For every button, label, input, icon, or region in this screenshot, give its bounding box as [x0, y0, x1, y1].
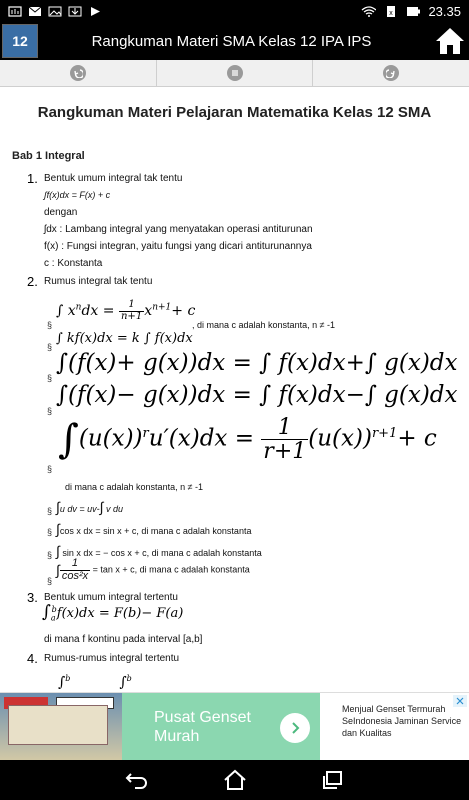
list-icon	[230, 68, 240, 78]
ad-close-button[interactable]	[453, 695, 467, 707]
ad-headline-1: Pusat Genset	[154, 709, 251, 726]
formula-sin: ∫ sin x dx = − cos x + c, di mana c adalah konstanta	[56, 543, 262, 559]
recents-icon	[321, 770, 345, 790]
download-icon	[68, 6, 82, 17]
formula-substitution: $\int(u(x))^ru'(x)dx$ = $\frac{1}{r+1}$ $(u(x))^{r+1}+ c$	[58, 415, 437, 465]
formula-cos-text: cos x dx = sin x + c, di mana c adalah konstanta	[59, 526, 252, 536]
formula-by-parts: ∫u dv = uv-∫ v du	[56, 499, 123, 515]
bullet-icon: §	[47, 464, 53, 474]
app-logo	[2, 24, 38, 58]
back-arrow-icon	[73, 68, 83, 78]
sim-icon	[384, 6, 398, 17]
app-bar	[0, 22, 469, 60]
bullet-icon: §	[47, 342, 53, 352]
prev-button[interactable]	[0, 60, 157, 86]
home-icon	[434, 26, 466, 56]
page-title: Rangkuman Materi Pelajaran Matematika Kelas 12 SMA	[37, 104, 432, 121]
ad-image[interactable]	[0, 693, 122, 761]
formula-note: , di mana c adalah konstanta, n ≠ -1	[192, 320, 336, 330]
app-logo-text: 12	[12, 32, 28, 49]
chevron-right-icon	[288, 721, 302, 735]
forward-arrow-icon	[386, 68, 396, 78]
play-store-icon	[88, 6, 102, 17]
formula-by-parts-a: u dv = uv-	[59, 504, 100, 514]
item-number: 2.	[27, 274, 38, 289]
text-line: c : Konstanta	[44, 258, 103, 269]
item-heading: Rumus-rumus integral tertentu	[44, 653, 180, 664]
image-icon	[48, 6, 62, 17]
item-heading: Bentuk umum integral tak tentu	[44, 173, 183, 184]
home-button[interactable]	[431, 22, 469, 60]
text-line: f(x) : Fungsi integran, yaitu fungsi yang dicari antiturunannya	[44, 241, 312, 252]
bullet-icon: §	[47, 320, 53, 330]
formula-text: ʃf(x)dx = F(x) + c	[44, 190, 111, 200]
formula-definite: $\int_a^bf(x)dx = F(b)- F(a)$	[42, 602, 184, 623]
frac-numerator: 1	[60, 558, 90, 571]
formula-sec: ∫ $\frac{1}{\text{cos²x}}$ = tan x + c, di mana c adalah konstanta	[56, 557, 250, 582]
bullet-icon: §	[47, 506, 53, 516]
back-button[interactable]	[123, 766, 151, 794]
mail-icon	[28, 6, 42, 17]
text-line: ʃdx : Lambang integral yang menyatakan operasi antiturunan	[44, 224, 313, 235]
bullet-icon: §	[47, 550, 53, 560]
formula-constant-rule: ∫ kf(x)dx = k ∫ f(x)dx	[56, 331, 193, 346]
notification-icon	[8, 6, 22, 17]
system-nav-bar	[0, 760, 469, 800]
page-nav	[0, 60, 469, 87]
formula-cos: ∫cos x dx = sin x + c, di mana c adalah konstanta	[56, 521, 252, 537]
wifi-icon	[360, 6, 376, 17]
formula-sec-text: = tan x + c, di mana c adalah konstanta	[90, 564, 250, 575]
formula-diff-rule: ∫(f(x)− g(x))dx = ∫ f(x)dx−∫ g(x)dx	[56, 382, 458, 408]
bullet-icon: §	[47, 576, 53, 586]
ad-banner[interactable]	[0, 692, 469, 760]
recents-button[interactable]	[319, 766, 347, 794]
ad-headline-2: Murah	[154, 728, 200, 745]
ad-arrow-button[interactable]	[280, 713, 310, 743]
bullet-icon: §	[47, 406, 53, 416]
formula-partial: ∫$^b$ ∫$^b$	[58, 674, 132, 691]
battery-icon	[406, 6, 420, 17]
formula-sum-rule: ∫(f(x)+ g(x))dx = ∫ f(x)dx+∫ g(x)dx	[56, 350, 458, 376]
item-number: 4.	[27, 651, 38, 666]
formula-power-rule: ∫ $x^ndx$ = $\frac{1}{n+1}$ $x^{n+1}+ c$	[56, 299, 196, 322]
clock: 23.35	[428, 3, 461, 19]
ad-description: Menjual Genset Termurah SeIndonesia Jaminan Service dan Kualitas	[342, 704, 462, 738]
text-line: di mana f kontinu pada interval [a,b]	[44, 634, 203, 645]
status-bar	[0, 0, 469, 22]
frac-denominator: cos²x	[61, 569, 89, 582]
item-number: 3.	[27, 590, 38, 605]
bullet-icon: §	[47, 527, 53, 537]
bullet-icon: §	[47, 373, 53, 383]
formula-sin-text: sin x dx = − cos x + c, di mana c adalah konstanta	[59, 548, 262, 558]
item-heading: Bentuk umum integral tertentu	[44, 592, 178, 603]
text-line: dengan	[44, 207, 78, 218]
app-title: Rangkuman Materi SMA Kelas 12 IPA IPS	[91, 32, 372, 50]
item-number: 1.	[27, 171, 38, 186]
formula-note: di mana c adalah konstanta, n ≠ -1	[65, 482, 204, 492]
article-content	[0, 88, 469, 692]
chapter-heading: Bab 1 Integral	[12, 150, 85, 162]
formula-by-parts-b: v du	[103, 504, 123, 514]
menu-button[interactable]	[157, 60, 314, 86]
next-button[interactable]	[313, 60, 469, 86]
home-outline-icon	[223, 769, 247, 791]
ad-cta[interactable]	[122, 693, 320, 761]
svg-text:x: x	[389, 9, 394, 17]
back-icon	[125, 770, 149, 790]
item-heading: Rumus integral tak tentu	[44, 276, 153, 287]
close-icon	[456, 697, 464, 705]
home-nav-button[interactable]	[221, 766, 249, 794]
